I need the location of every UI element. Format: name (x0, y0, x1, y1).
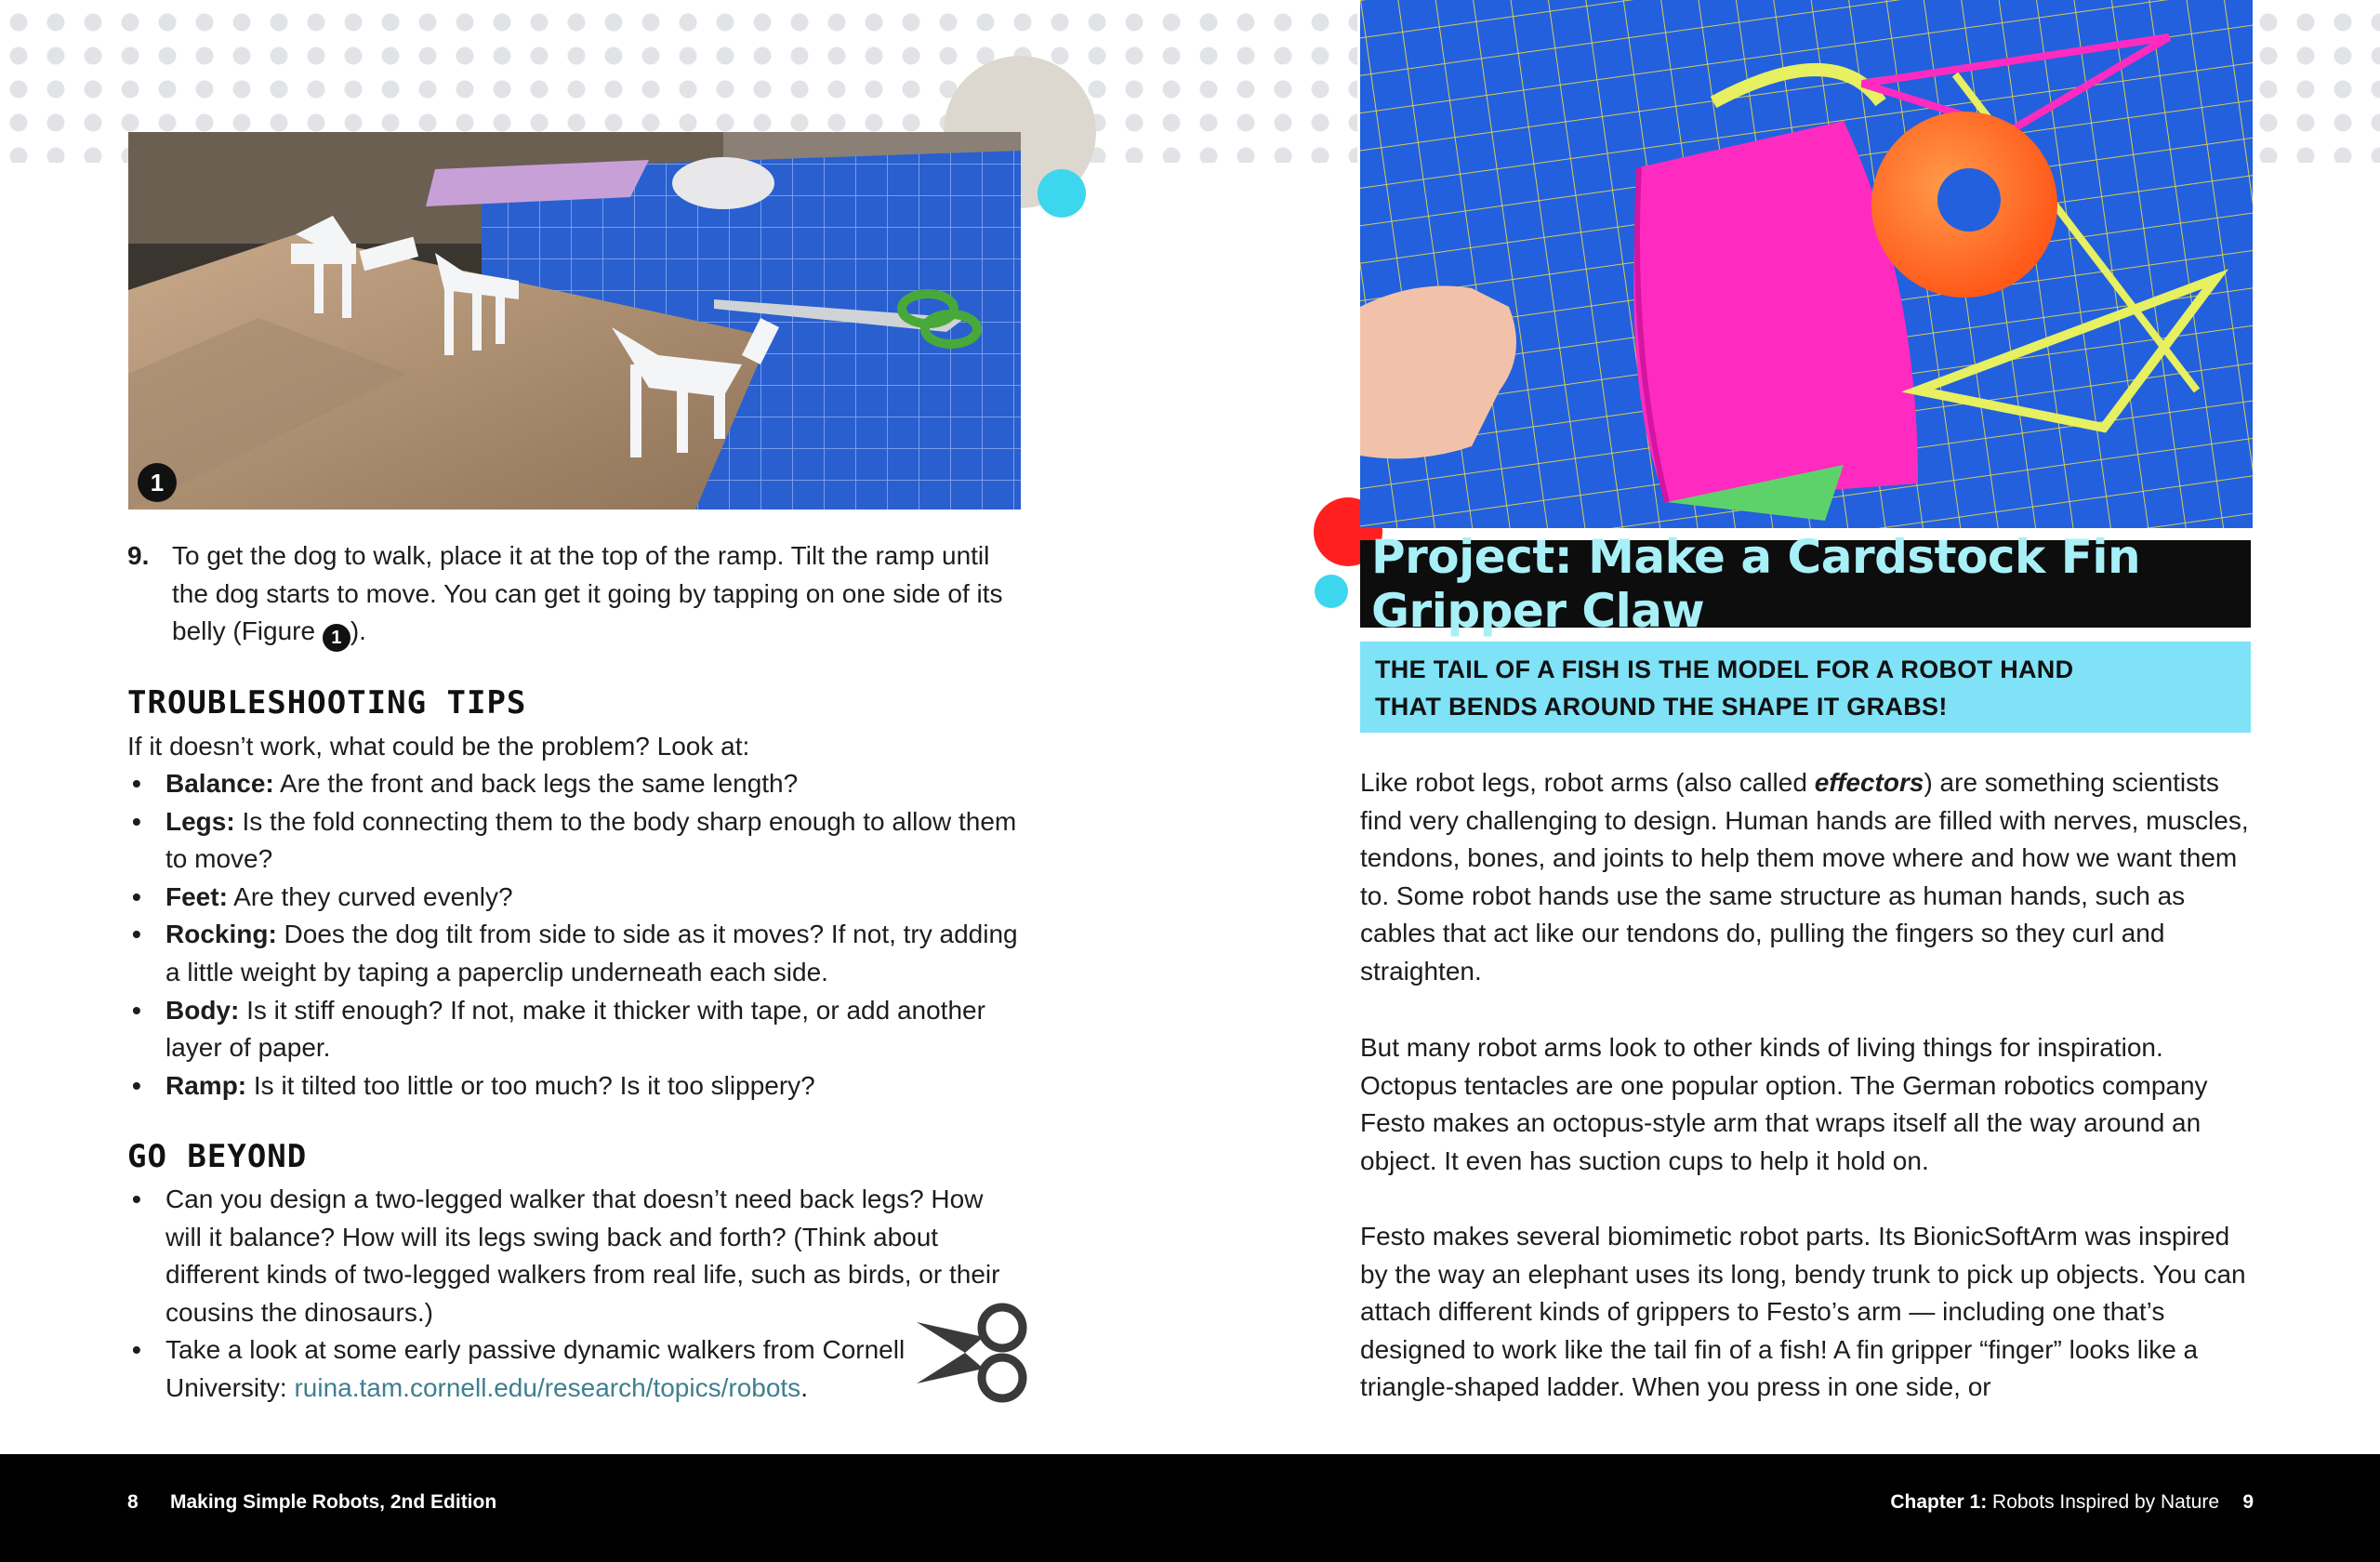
list-item: • Body: Is it stiff enough? If not, make it thicker with tape, or add another layer of paper. (127, 992, 1020, 1067)
dot-pattern-decoration (2250, 0, 2380, 163)
troubleshooting-list (127, 765, 1020, 1105)
troubleshooting-heading: TROUBLESHOOTING TIPS (127, 684, 527, 721)
step-text: To get the dog to walk, place it at the top of the ramp. Tilt the ramp until the dog starts to move. You can get it going by tapping on one side of its belly (Figure 1 ). (172, 537, 1020, 652)
subtitle-line: THE TAIL OF A FISH IS THE MODEL FOR A ROBOT HAND (1375, 655, 2074, 683)
page-footer (0, 1454, 2380, 1562)
photo-paper-dog-walkers (128, 132, 1021, 510)
book-title: Making Simple Robots, 2nd Edition (170, 1491, 497, 1513)
figure-reference-icon: 1 (323, 624, 350, 652)
list-item: • Take a look at some early passive dynamic walkers from Cornell University: ruina.tam.cornell.edu/research/topics/robots. (127, 1331, 1020, 1407)
list-item: • Legs: Is the fold connecting them to the body sharp enough to allow them to move? (127, 803, 1020, 879)
left-page-number: 8 (127, 1491, 139, 1513)
step-9 (127, 537, 1020, 652)
list-item: • Feet: Are they curved evenly? (127, 879, 1020, 917)
go-beyond-heading: GO BEYOND (127, 1138, 308, 1175)
project-subtitle (1360, 642, 2251, 733)
figure-number-badge: 1 (138, 463, 177, 502)
cornell-walkers-link[interactable]: ruina.tam.cornell.edu/research/topics/robots (294, 1372, 801, 1402)
project-title: Project: Make a Cardstock Fin Gripper Claw (1360, 540, 2251, 628)
body-paragraph-effectors: Like robot legs, robot arms (also called effectors) are something scientists find very challenging to design. Human hands are filled with nerves, muscles, tendons, bones, and joints to help them move where and how we want them to. Some robot hands use the same structure as human hands, such as cables that act like our tendons do, pulling the fingers so they curl and straighten. (1360, 768, 2249, 986)
troubleshooting-intro: If it doesn’t work, what could be the problem? Look at: (127, 732, 750, 761)
list-item: • Can you design a two-legged walker that doesn’t need back legs? How will it balance? How will its legs swing back and forth? (Think about different kinds of two-legged walkers from real life, such as birds, or their cousins the dinosaurs.) (127, 1181, 1020, 1331)
list-item: • Balance: Are the front and back legs the same length? (127, 765, 1020, 803)
step-number: 9. (127, 541, 150, 570)
cyan-dot-decoration (1038, 169, 1086, 218)
subtitle-line: THAT BENDS AROUND THE SHAPE IT GRABS! (1375, 693, 1948, 721)
body-paragraph-festo: Festo makes several biomimetic robot parts. Its BionicSoftArm was inspired by the way an elephant uses its long, bendy trunk to pick up objects. You can attach different kinds of grippers to Festo’s arm — including one that’s designed to work like the tail fin of a fish! A fin gripper “finger” looks like a triangle-shaped ladder. When you press in one side, or (1360, 1222, 2246, 1402)
go-beyond-list (127, 1181, 1020, 1408)
body-paragraph-octopus: But many robot arms look to other kinds of living things for inspiration. Octopus tentacles are one popular option. The German robotics company Festo makes an octopus-style arm that wraps itself all the way around an object. It even has suction cups to help it hold on. (1360, 1033, 2208, 1175)
cyan-dot-decoration (1315, 575, 1348, 608)
list-item: • Ramp: Is it tilted too little or too much? Is it too slippery? (127, 1067, 1020, 1105)
right-page-number: 9 (2242, 1491, 2254, 1513)
photo-fin-gripper-claw (1360, 0, 2253, 528)
chapter-title: Chapter 1: Robots Inspired by Nature (1890, 1491, 2219, 1513)
scissors-icon (909, 1302, 1034, 1404)
list-item: • Rocking: Does the dog tilt from side to side as it moves? If not, try adding a little weight by taping a paperclip underneath each side. (127, 916, 1020, 991)
